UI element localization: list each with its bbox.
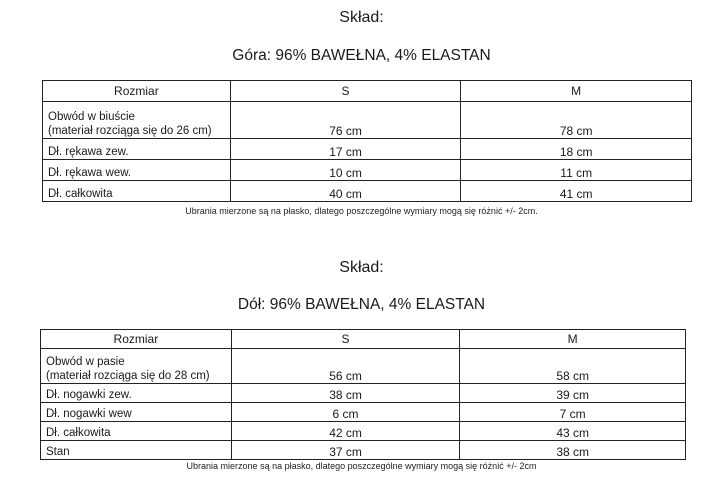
header-size-s: S <box>231 330 460 349</box>
table-row <box>43 181 692 202</box>
size-table-bottom <box>40 329 686 460</box>
row-value-s: 6 cm <box>231 403 460 422</box>
row-label: Dł. całkowita <box>41 422 232 441</box>
section-bottom-heading: Skład: <box>339 259 384 276</box>
row-label <box>43 102 231 139</box>
table-row <box>43 139 692 160</box>
section-top-composition: Góra: 96% BAWEŁNA, 4% ELASTAN <box>232 47 491 64</box>
header-size-m: M <box>460 330 686 349</box>
row-value-m: 58 cm <box>460 349 686 384</box>
row-value-s: 17 cm <box>230 139 461 160</box>
row-value-m: 43 cm <box>460 422 686 441</box>
row-value-m: 38 cm <box>460 441 686 460</box>
row-value-s: 10 cm <box>230 160 461 181</box>
row-label <box>41 349 232 384</box>
row-value-s: 56 cm <box>231 349 460 384</box>
row-label: Dł. rękawa wew. <box>43 160 231 181</box>
table-row <box>41 349 686 384</box>
table-row <box>41 422 686 441</box>
row-value-s: 37 cm <box>231 441 460 460</box>
size-table-top <box>42 80 692 202</box>
measurement-note: Ubrania mierzone są na płasko, dlatego poszczególne wymiary mogą się różnić +/- 2cm. <box>185 206 538 216</box>
row-value-s: 38 cm <box>231 384 460 403</box>
table-row <box>43 160 692 181</box>
row-value-s: 40 cm <box>230 181 461 202</box>
row-value-m: 41 cm <box>461 181 692 202</box>
table-row <box>41 403 686 422</box>
section-top-heading: Skład: <box>339 9 384 26</box>
row-value-s: 76 cm <box>230 102 461 139</box>
header-size-label: Rozmiar <box>43 81 231 102</box>
table-row <box>43 102 692 139</box>
row-label: Dł. rękawa zew. <box>43 139 231 160</box>
row-label: Dł. całkowita <box>43 181 231 202</box>
table-header-row <box>41 330 686 349</box>
row-label-line1: Obwód w biuście <box>48 111 135 123</box>
row-label-line2: (materiał rozciąga się do 28 cm) <box>46 370 210 382</box>
header-size-m: M <box>461 81 692 102</box>
section-bottom-composition: Dół: 96% BAWEŁNA, 4% ELASTAN <box>237 296 486 313</box>
row-value-s: 42 cm <box>231 422 460 441</box>
row-label: Stan <box>41 441 232 460</box>
table-row <box>41 441 686 460</box>
table-header-row <box>43 81 692 102</box>
row-label: Dł. nogawki wew <box>41 403 232 422</box>
row-value-m: 39 cm <box>460 384 686 403</box>
header-size-s: S <box>230 81 461 102</box>
row-value-m: 18 cm <box>461 139 692 160</box>
row-label-line1: Obwód w pasie <box>46 356 125 368</box>
row-label: Dł. nogawki zew. <box>41 384 232 403</box>
row-value-m: 11 cm <box>461 160 692 181</box>
header-size-label: Rozmiar <box>41 330 232 349</box>
table-row <box>41 384 686 403</box>
row-value-m: 7 cm <box>460 403 686 422</box>
measurement-note: Ubrania mierzone są na płasko, dlatego poszczególne wymiary mogą się różnić +/- 2cm <box>186 461 537 471</box>
row-value-m: 78 cm <box>461 102 692 139</box>
row-label-line2: (materiał rozciąga się do 26 cm) <box>48 125 212 137</box>
